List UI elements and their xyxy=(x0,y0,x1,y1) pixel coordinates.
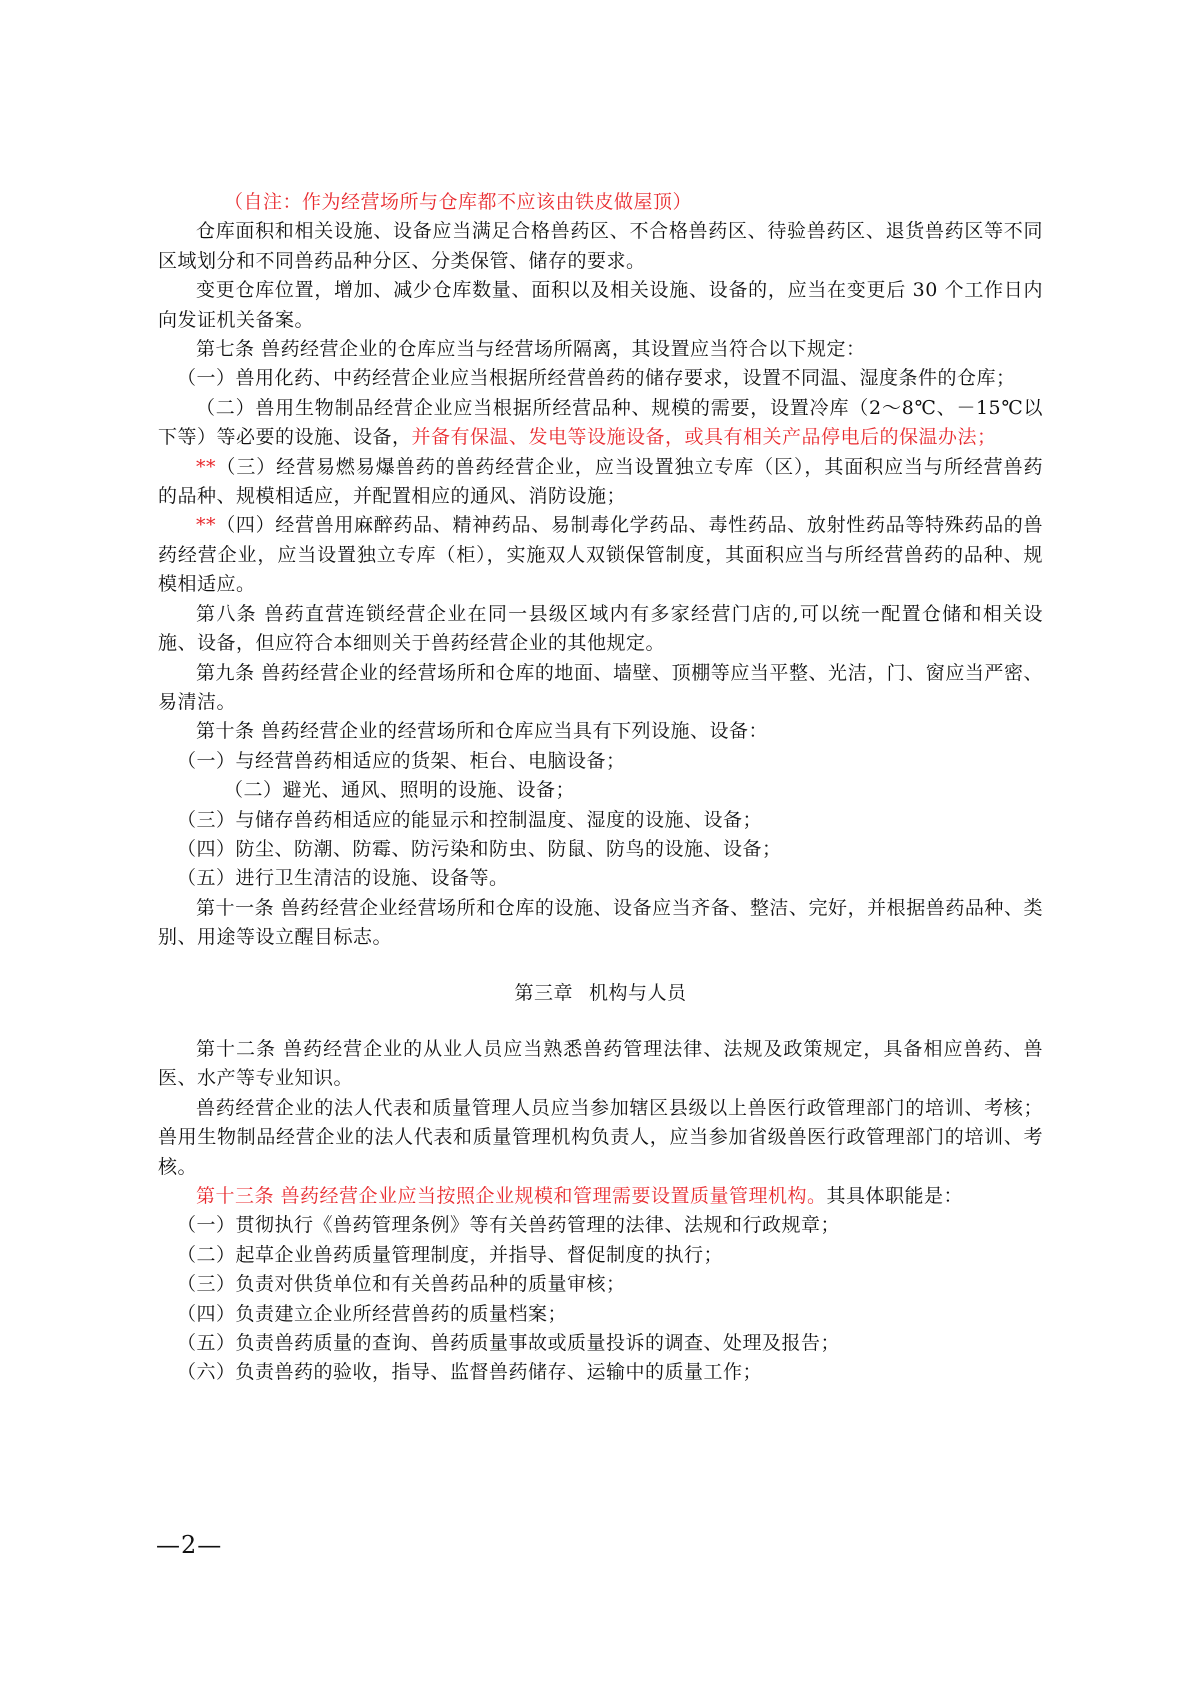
article-13-item-6: （六）负责兽药的验收，指导、监督兽药储存、运输中的质量工作； xyxy=(177,1361,763,1384)
article-10-item-2: （二）避光、通风、照明的设施、设备； xyxy=(224,779,576,802)
article-7-item-3 xyxy=(158,453,1043,512)
article-10-item-4: （四）防尘、防潮、防霉、防污染和防虫、防鼠、防鸟的设施、设备； xyxy=(177,837,782,860)
paragraph-change-filing: 变更仓库位置，增加、减少仓库数量、面积以及相关设施、设备的，应当在变更后 30 个工作日内向发证机关备案。 xyxy=(158,279,1043,331)
chapter-heading xyxy=(158,979,1043,1008)
star-marker: ** xyxy=(196,514,216,537)
page-number: —2— xyxy=(156,1531,223,1559)
article-7: 第七条 兽药经营企业的仓库应当与经营场所隔离，其设置应当符合以下规定： xyxy=(196,338,866,361)
article-8: 第八条 兽药直营连锁经营企业在同一县级区域内有多家经营门店的,可以统一配置仓储和相关设施、设备，但应符合本细则关于兽药经营企业的其他规定。 xyxy=(158,602,1043,655)
article-13-highlight: 第十三条 兽药经营企业应当按照企业规模和管理需要设置质量管理机构。 xyxy=(196,1185,827,1207)
paragraph-warehouse-area: 仓库面积和相关设施、设备应当满足合格兽药区、不合格兽药区、待验兽药区、退货兽药区等不同区域划分和不同兽药品种分区、分类保管、储存的要求。 xyxy=(158,220,1043,272)
article-7-item-4-text: （四）经营兽用麻醉药品、精神药品、易制毒化学药品、毒性药品、放射性药品等特殊药品的兽药经营企业，应当设置独立专库（柜），实施双人双锁保管制度，其面积应当与所经营兽药的品种、规模相适应。 xyxy=(158,514,1043,596)
article-9: 第九条 兽药经营企业的经营场所和仓库的地面、墙壁、顶棚等应当平整、光洁，门、窗应当严密、易清洁。 xyxy=(158,661,1043,713)
paragraph-training: 兽药经营企业的法人代表和质量管理人员应当参加辖区县级以上兽医行政管理部门的培训、考核；兽用生物制品经营企业的法人代表和质量管理机构负责人，应当参加省级兽医行政管理部门的培训、考核。 xyxy=(158,1096,1043,1178)
article-7-item-3-text: （三）经营易燃易爆兽药的兽药经营企业，应当设置独立专库（区），其面积应当与所经营兽药的品种、规模相适应，并配置相应的通风、消防设施； xyxy=(158,455,1043,508)
article-13-item-3: （三）负责对供货单位和有关兽药品种的质量审核； xyxy=(177,1273,626,1296)
article-13 xyxy=(158,1182,1043,1211)
article-13-text: 其具体职能是： xyxy=(826,1185,964,1207)
article-12: 第十二条 兽药经营企业的从业人员应当熟悉兽药管理法律、法规及政策规定，具备相应兽药、兽医、水产等专业知识。 xyxy=(158,1037,1043,1090)
star-marker: ** xyxy=(196,455,216,478)
chapter-number: 第三章 xyxy=(514,981,573,1004)
article-13-item-4: （四）负责建立企业所经营兽药的质量档案； xyxy=(177,1302,568,1325)
document-body xyxy=(158,188,1043,1388)
article-11: 第十一条 兽药经营企业经营场所和仓库的设施、设备应当齐备、整洁、完好，并根据兽药品种、类别、用途等设立醒目标志。 xyxy=(158,896,1043,949)
author-note: （自注：作为经营场所与仓库都不应该由铁皮做屋顶） xyxy=(224,191,693,213)
article-13-item-1: （一）贯彻执行《兽药管理条例》等有关兽药管理的法律、法规和行政规章； xyxy=(177,1214,841,1237)
article-10-item-1: （一）与经营兽药相适应的货架、柜台、电脑设备； xyxy=(177,749,626,772)
article-10-item-5: （五）进行卫生清洁的设施、设备等。 xyxy=(177,867,509,890)
article-10: 第十条 兽药经营企业的经营场所和仓库应当具有下列设施、设备： xyxy=(196,720,769,743)
article-13-item-5: （五）负责兽药质量的查询、兽药质量事故或质量投诉的调查、处理及报告； xyxy=(177,1332,841,1355)
article-7-item-4 xyxy=(158,511,1043,599)
article-10-item-3: （三）与储存兽药相适应的能显示和控制温度、湿度的设施、设备； xyxy=(177,808,763,831)
chapter-title: 机构与人员 xyxy=(589,981,687,1004)
article-7-item-2-text: （二）兽用生物制品经营企业应当根据所经营品种、规模的需要，设置冷库（2～8℃、－15℃以下等）等必要的设施、设备， xyxy=(158,396,1043,449)
article-7-item-2-highlight: 并备有保温、发电等设施设备，或具有相关产品停电后的保温办法； xyxy=(411,426,997,449)
article-13-item-2: （二）起草企业兽药质量管理制度，并指导、督促制度的执行； xyxy=(177,1243,724,1266)
article-7-item-2 xyxy=(158,394,1043,453)
article-7-item-1: （一）兽用化药、中药经营企业应当根据所经营兽药的储存要求，设置不同温、湿度条件的仓库； xyxy=(177,367,1016,390)
